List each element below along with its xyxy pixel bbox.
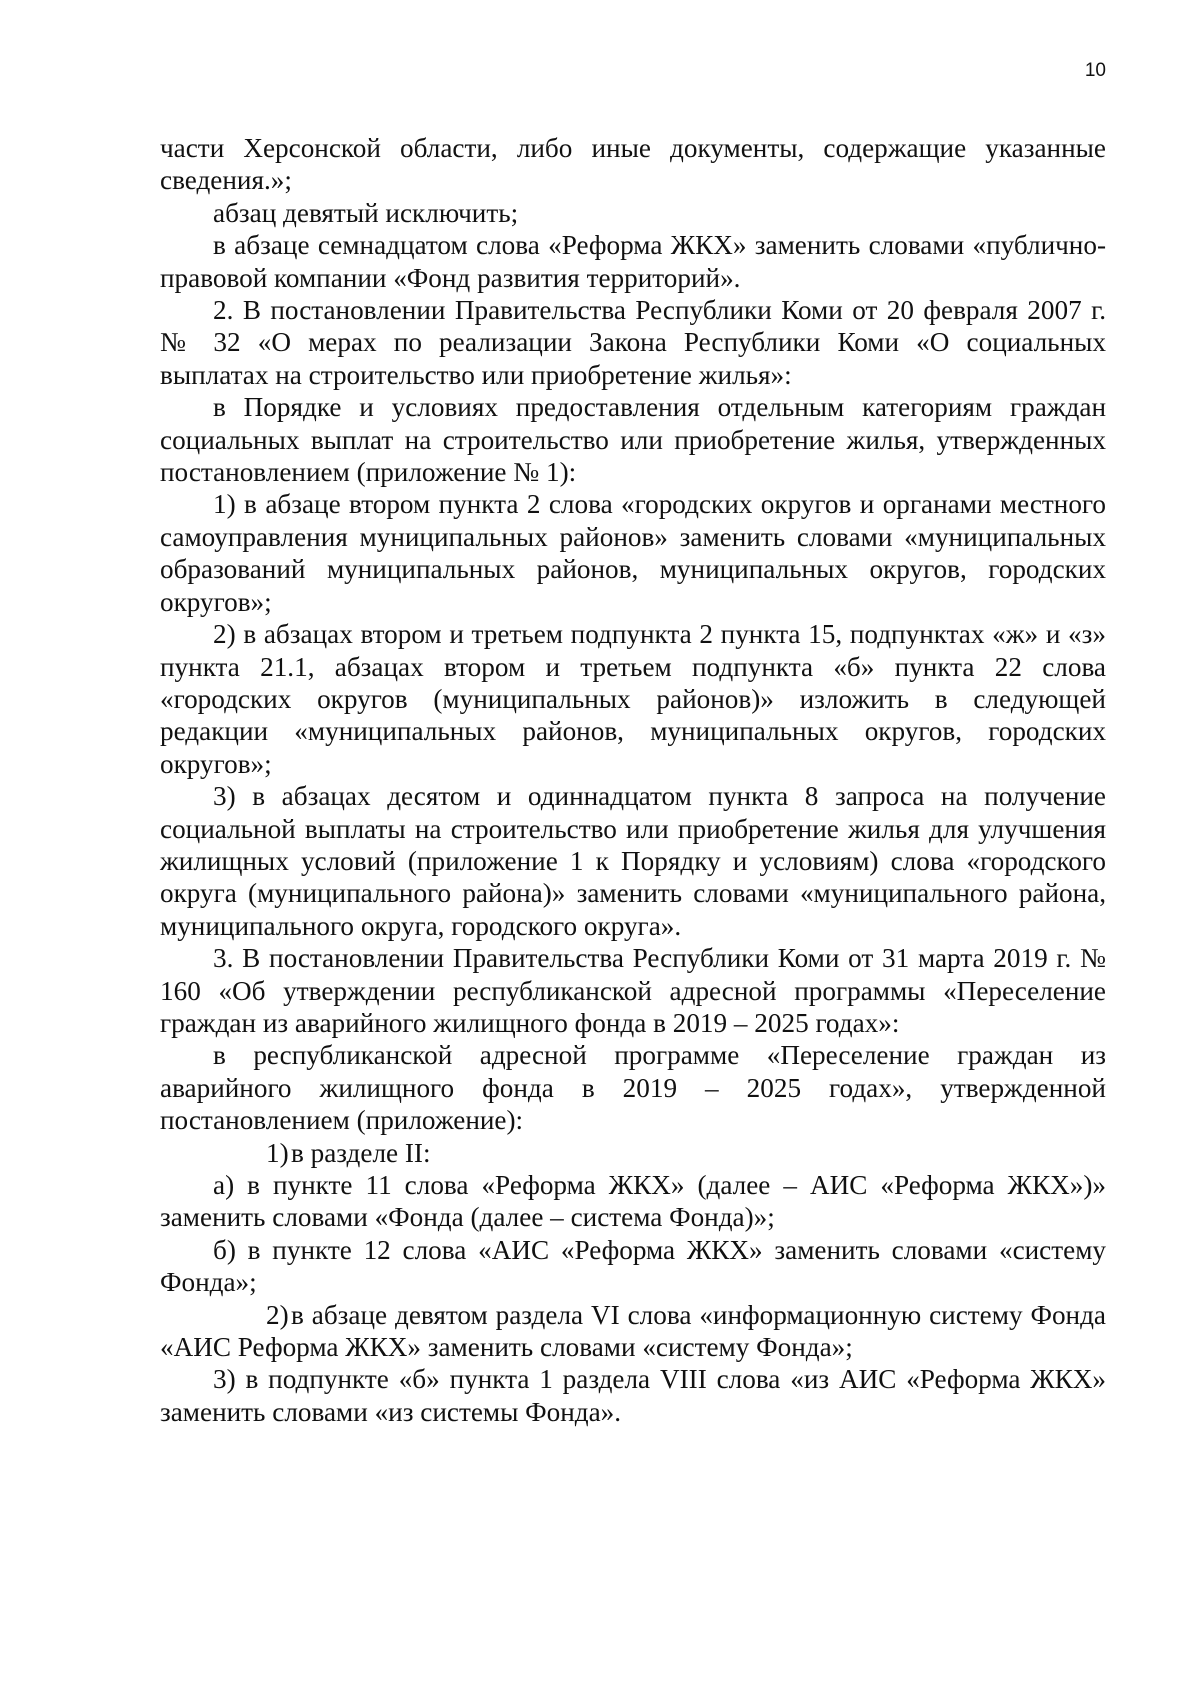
paragraph-section-vi (160, 1299, 1106, 1364)
paragraph-section-viii: 3) в подпункте «б» пункта 1 раздела VIII слова «из АИС «Реформа ЖКХ» заменить словами «из системы Фонда». (160, 1364, 1106, 1427)
paragraph-exclude-ninth: абзац девятый исключить; (213, 197, 519, 228)
paragraph-subitem-a: а) в пункте 11 слова «Реформа ЖКХ» (далее – АИС «Реформа ЖКХ»)» заменить словами «Фонда (далее – система Фонда)»; (160, 1170, 1106, 1233)
paragraph-subitem-3: 3) в абзацах десятом и одиннадцатом пункта 8 запроса на получение социальной выплаты на строительство или приобретение жилья для улучшения жилищных условий (приложение 1 к Порядку и условиям) слова «городского округа (муниципального района)» заменить словами «муниципального района, муниципального округа, городского округа». (160, 781, 1106, 941)
paragraph-item-3: 3. В постановлении Правительства Республики Коми от 31 марта 2019 г. № 160 «Об утверждении республиканской адресной программы «Переселение граждан из аварийного жилищного фонда в 2019 – 2025 годах»: (160, 943, 1106, 1038)
paragraph-subitem-b: б) в пункте 12 слова «АИС «Реформа ЖКХ» заменить словами «систему Фонда»; (160, 1234, 1106, 1298)
paragraph-program: в республиканской адресной программе «Переселение граждан из аварийного жилищного фонда в 2019 – 2025 годах», утвержденной постановлением (приложение): (160, 1040, 1106, 1136)
paragraph-section-ii (160, 1137, 1106, 1169)
paragraph-seventeenth: в абзаце семнадцатом слова «Реформа ЖКХ» заменить словами «публично-правовой компании «Фонд развития территорий». (160, 230, 1106, 293)
paragraph-subitem-2: 2) в абзацах втором и третьем подпункта 2 пункта 15, подпунктах «ж» и «з» пункта 21.1, абзацах втором и третьем подпункта «б» пункта 22 слова «городских округов (муниципальных районов)» изложить в следующей редакции «муниципальных районов, муниципальных округов, городских округов»; (160, 619, 1106, 779)
paragraph-subitem-1: 1) в абзаце втором пункта 2 слова «городских округов и органами местного самоуправления муниципальных районов» заменить словами «муниципальных образований муниципальных районов, муниципальных округов, городских округов»; (160, 489, 1106, 617)
paragraph-item-2: 2. В постановлении Правительства Республики Коми от 20 февраля 2007 г. № 32 «О мерах по реализации Закона Республики Коми «О социальных выплатах на строительство или приобретение жилья»: (160, 295, 1106, 390)
page-number: 10 (1084, 60, 1106, 81)
document-body (160, 132, 1106, 1428)
item-number: 1) (266, 1137, 289, 1168)
paragraph-procedure: в Порядке и условиях предоставления отдельным категориям граждан социальных выплат на строительство или приобретение жилья, утвержденных постановлением (приложение № 1): (160, 392, 1106, 488)
item-number: 2) (266, 1299, 289, 1330)
item-text: в разделе II: (291, 1137, 431, 1168)
paragraph-continuation: части Херсонской области, либо иные документы, содержащие указанные сведения.»; (160, 133, 1106, 196)
item-text: в абзаце девятом раздела VI слова «информационную систему Фонда «АИС Реформа ЖКХ» заменить словами «систему Фонда»; (160, 1299, 1106, 1363)
